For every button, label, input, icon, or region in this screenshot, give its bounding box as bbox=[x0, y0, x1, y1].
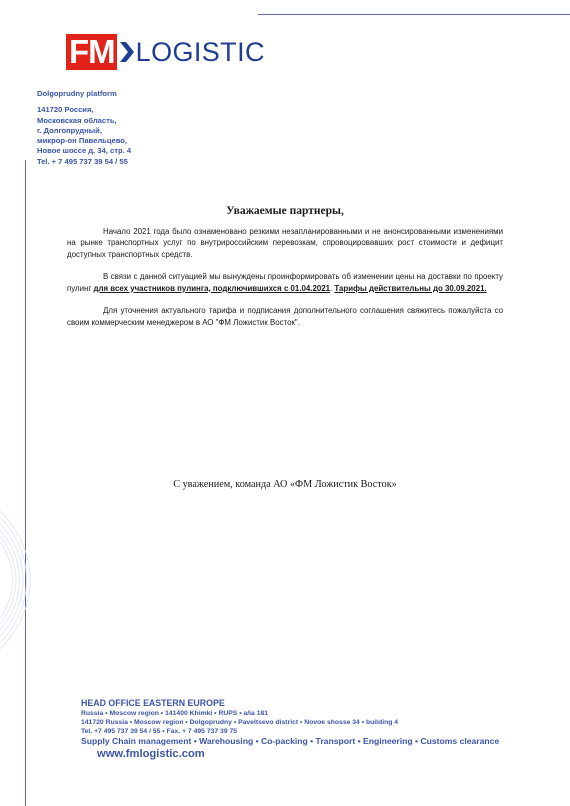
top-rule bbox=[258, 14, 570, 15]
footer-services: Supply Chain management • Warehousing • Co-packing • Transport • Engineering • Customs clearance bbox=[81, 736, 500, 746]
sender-address-block bbox=[37, 89, 131, 167]
sender-address-line: г. Долгопрудный, bbox=[37, 125, 102, 135]
separator-text: . bbox=[330, 283, 335, 293]
logo-fm-mark: FM bbox=[66, 34, 117, 70]
sender-address-line: 141720 Россия, bbox=[37, 105, 94, 115]
logo-arrow-icon bbox=[120, 42, 134, 62]
letter-closing: С уважением, команда АО «ФМ Ложистик Восток» bbox=[173, 479, 397, 490]
fm-logistic-logo bbox=[66, 34, 265, 70]
logo-logistic-text: LOGISTIC bbox=[135, 37, 265, 67]
letter-salutation: Уважаемые партнеры, bbox=[226, 205, 344, 217]
footer-block bbox=[81, 698, 499, 761]
footer-address-line: Russia • Moscow region • 141400 Khimki • RUPS • a/ia 181 bbox=[81, 710, 269, 717]
sender-address-line: микрор-он Павельцево, bbox=[37, 136, 128, 146]
watermark-swirl-icon bbox=[0, 470, 80, 690]
pooling-participants-emphasis: для всех участников пулинга, подключившихся с 01.04.2021 bbox=[93, 283, 331, 293]
footer-address-line: 141720 Russia • Moscow region • Dolgoprudny • Paveltsevo district • Novoe shosse 34 • building 4 bbox=[81, 719, 399, 726]
price-change-text: В связи с данной ситуацией мы вынуждены проинформировать об изменении цены на доставки по проекту пулинг bbox=[67, 272, 503, 293]
paragraph-market-changes: Начало 2021 года было ознаменовано резкими незапланированными и не анонсированными изменениями на рынке транспортных услуг по внутрироссийским перевозкам, спровоцировавших рост стоимости и дефицит доступных транспортных средств. bbox=[67, 227, 503, 259]
letter-body bbox=[67, 226, 503, 340]
sender-phone: Tel. + 7 495 737 39 54 / 55 bbox=[37, 156, 128, 166]
paragraph-contact-manager: Для уточнения актуального тарифа и подписания дополнительного соглашения свяжитесь пожалуйста со своим коммерческим менеджером в АО "ФМ Ложистик Восток". bbox=[67, 306, 503, 327]
footer-website-link[interactable]: www.fmlogistic.com bbox=[97, 748, 205, 760]
tariff-validity-emphasis: Тарифы действительны до 30.09.2021. bbox=[334, 283, 487, 293]
sender-address-line: Московская область, bbox=[37, 115, 117, 125]
footer-head-office: HEAD OFFICE EASTERN EUROPE bbox=[81, 698, 225, 708]
footer-phone-fax: Tel. +7 495 737 39 54 / 55 • Fax. + 7 495 737 39 75 bbox=[81, 728, 238, 735]
sender-address-line: Новое шоссе д. 34, стр. 4 bbox=[37, 146, 132, 156]
paragraph-price-change bbox=[67, 271, 503, 294]
sender-platform: Dolgoprudny platform bbox=[37, 89, 117, 98]
